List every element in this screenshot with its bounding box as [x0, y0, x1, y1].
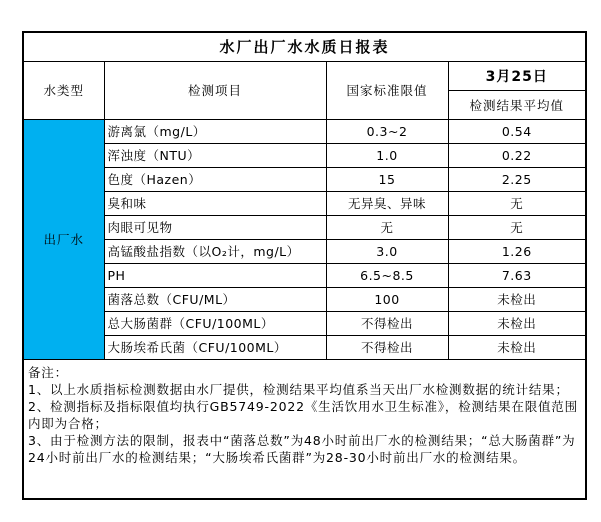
header-test-item: 检测项目	[104, 61, 326, 119]
item-cell: 游离氯（mg/L）	[104, 119, 326, 143]
limit-cell: 100	[326, 287, 448, 311]
header-result-average: 检测结果平均值	[448, 90, 586, 119]
item-cell: 浑浊度（NTU）	[104, 143, 326, 167]
result-cell: 未检出	[448, 335, 586, 359]
daily-water-quality-report	[22, 31, 587, 500]
water-type-cell: 出厂水	[23, 119, 104, 359]
notes-row	[23, 359, 586, 499]
note-line-3: 3、由于检测方法的限制，报表中“菌落总数”为48小时前出厂水的检测结果；“总大肠菌群”为24小时前出厂水的检测结果；“大肠埃希氏菌群”为28-30小时前出厂水的检测结果。	[28, 432, 576, 465]
table-row	[23, 215, 586, 239]
limit-cell: 15	[326, 167, 448, 191]
header-standard-limit: 国家标准限值	[326, 61, 448, 119]
table-row	[23, 239, 586, 263]
report-table	[22, 31, 587, 500]
result-cell: 7.63	[448, 263, 586, 287]
result-cell: 0.22	[448, 143, 586, 167]
table-row	[23, 119, 586, 143]
limit-cell: 无	[326, 215, 448, 239]
table-row	[23, 263, 586, 287]
item-cell: 总大肠菌群（CFU/100ML）	[104, 311, 326, 335]
header-row-1	[23, 61, 586, 90]
table-row	[23, 287, 586, 311]
item-cell: 大肠埃希氏菌（CFU/100ML）	[104, 335, 326, 359]
table-row	[23, 143, 586, 167]
report-title: 水厂出厂水水质日报表	[23, 32, 586, 61]
title-row	[23, 32, 586, 61]
table-row	[23, 191, 586, 215]
table-row	[23, 335, 586, 359]
result-cell: 未检出	[448, 311, 586, 335]
limit-cell: 不得检出	[326, 335, 448, 359]
item-cell: 菌落总数（CFU/ML）	[104, 287, 326, 311]
note-line-1: 1、以上水质指标检测数据由水厂提供，检测结果平均值系当天出厂水检测数据的统计结果；	[28, 381, 569, 397]
note-line-2: 2、检测指标及指标限值均执行GB5749-2022《生活饮用水卫生标准》，检测结果在限值范围内即为合格；	[28, 398, 578, 431]
table-row	[23, 167, 586, 191]
result-cell: 2.25	[448, 167, 586, 191]
limit-cell: 1.0	[326, 143, 448, 167]
item-cell: 臭和味	[104, 191, 326, 215]
limit-cell: 无异臭、异味	[326, 191, 448, 215]
limit-cell: 不得检出	[326, 311, 448, 335]
result-cell: 未检出	[448, 287, 586, 311]
result-cell: 0.54	[448, 119, 586, 143]
header-water-type: 水类型	[23, 61, 104, 119]
item-cell: PH	[104, 263, 326, 287]
item-cell: 肉眼可见物	[104, 215, 326, 239]
notes-cell	[23, 359, 586, 499]
item-cell: 色度（Hazen）	[104, 167, 326, 191]
result-cell: 无	[448, 191, 586, 215]
limit-cell: 3.0	[326, 239, 448, 263]
result-cell: 1.26	[448, 239, 586, 263]
item-cell: 高锰酸盐指数（以O₂计，mg/L）	[104, 239, 326, 263]
limit-cell: 6.5~8.5	[326, 263, 448, 287]
table-row	[23, 311, 586, 335]
notes-label: 备注：	[28, 364, 68, 380]
limit-cell: 0.3~2	[326, 119, 448, 143]
header-date: 3月25日	[448, 61, 586, 90]
result-cell: 无	[448, 215, 586, 239]
